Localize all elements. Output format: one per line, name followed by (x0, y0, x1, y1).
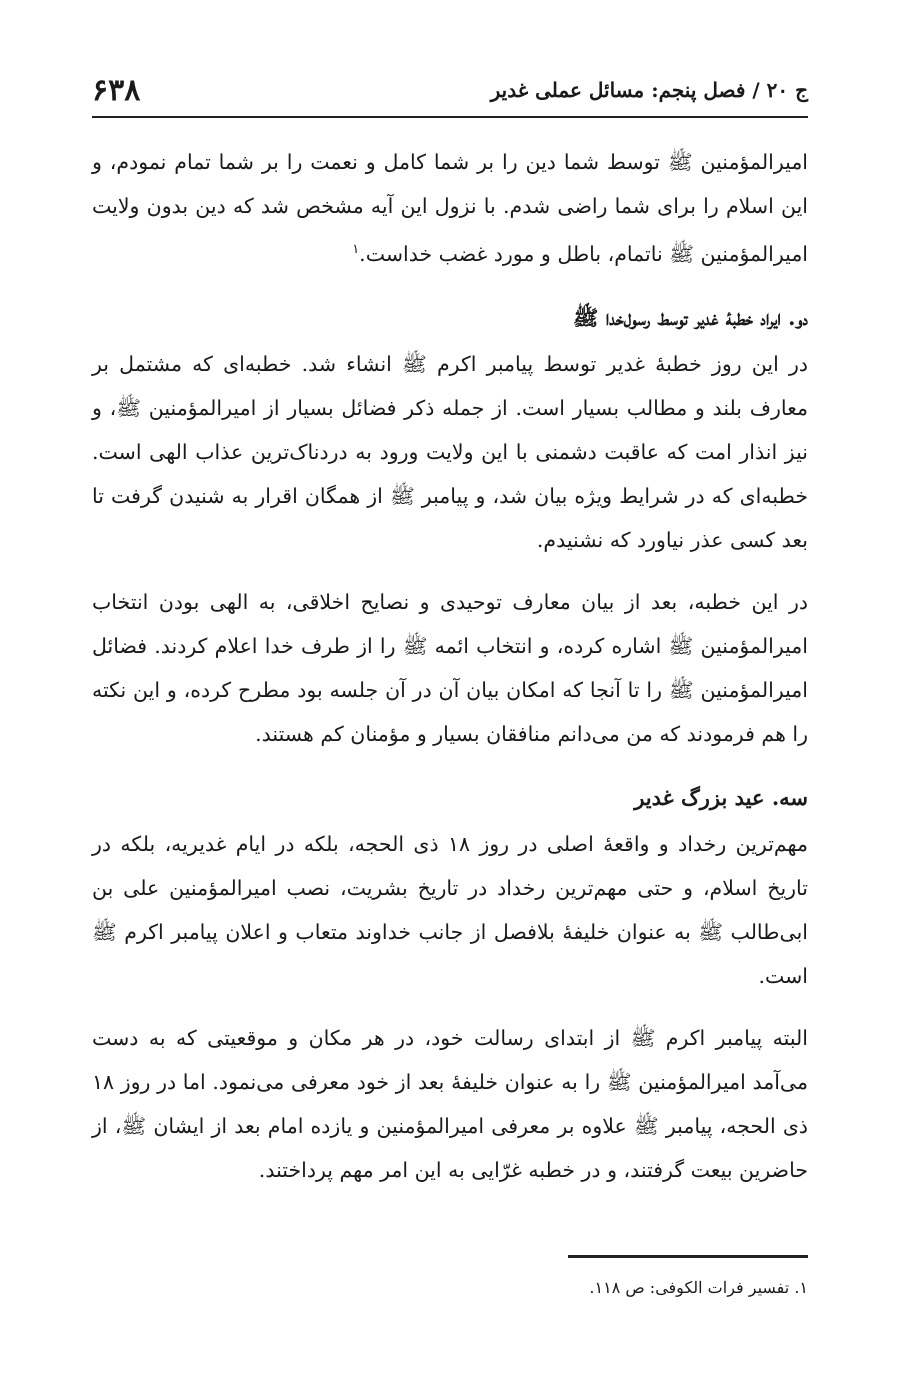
footnote-divider (568, 1255, 808, 1258)
paragraph-sermon-content: در این خطبه، بعد از بیان معارف توحیدی و نصایح اخلاقی، به الهی بودن انتخاب امیرالمؤمنین ﷺ اشاره کرده، و انتخاب ائمه ﷺ را از طرف خدا اعلام کردند. فضائل امیرالمؤمنین ﷺ را تا آنجا که امکان بیان آن در آن جلسه بود مطرح کرده، و این نکته را هم فرمودند که من می‌دانم منافقان بسیار و مؤمنان کم هستند. (92, 589, 808, 746)
footnotes (92, 1255, 808, 1300)
running-title: ج ۲۰ / فصل پنجم: مسائل عملی غدیر (490, 78, 808, 102)
paragraph-continued (92, 140, 808, 276)
page-header (92, 64, 808, 118)
paragraph-sermon: در این روز خطبهٔ غدیر توسط پیامبر اکرم ﷺ انشاء شد. خطبه‌ای که مشتمل بر معارف بلند و مطالب بسیار است. از جمله ذکر فضائل بسیار از امیرالمؤمنین ﷺ، و نیز انذار امت که عاقبت دشمنی با این ولایت ورود به دردناک‌ترین عذاب الهی است. خطبه‌ای که در شرایط ویژه بیان شد، و پیامبر ﷺ از همگان اقرار به شنیدن گرفت تا بعد کسی عذر نیاورد که نشنیدم. (92, 351, 808, 552)
paragraph-ghadir-event: مهم‌ترین رخداد و واقعهٔ اصلی در روز ۱۸ ذی الحجه، بلکه در ایام غدیریه، بلکه در تاریخ اسلام، و حتی مهم‌ترین رخداد در تاریخ بشریت، نصب امیرالمؤمنین علی بن ابی‌طالب ﷺ به عنوان خلیفهٔ بلافصل از جانب خداوند متعاب و اعلان پیامبر اکرم ﷺ است. (92, 831, 808, 988)
section-heading-two: دو. ایراد خطبهٔ غدیر توسط رسول‌خدا ﷺ (573, 304, 808, 330)
footnote-text: ۱. تفسیر فرات الکوفی: ص ۱۱۸. (589, 1278, 808, 1297)
footnote-reference: ۱ (352, 242, 360, 257)
section-heading-three: سه. عید بزرگ غدیر (634, 784, 808, 810)
page-number: ۶۳۸ (92, 72, 141, 108)
paragraph-text: امیرالمؤمنین ﷺ توسط شما دین را بر شما کامل و نعمت را بر شما تمام نمودم، و این اسلام را برای شما راضی شدم. با نزول این آیه مشخص شد که دین بدون ولایت امیرالمؤمنین ﷺ ناتمام، باطل و مورد غضب خداست. (92, 150, 808, 266)
paragraph-allegiance: البته پیامبر اکرم ﷺ از ابتدای رسالت خود، در هر مکان و موقعیتی که به دست می‌آمد امیرالمؤمنین ﷺ را به عنوان خلیفهٔ بعد از خود معرفی می‌نمود. اما در روز ۱۸ ذی الحجه، پیامبر ﷺ علاوه بر معرفی امیرالمؤمنین و یازده امام بعد از ایشان ﷺ، از حاضرین بیعت گرفتند، و در خطبه غرّایی به این امر مهم پرداختند. (92, 1025, 808, 1182)
page-body (92, 140, 808, 1192)
